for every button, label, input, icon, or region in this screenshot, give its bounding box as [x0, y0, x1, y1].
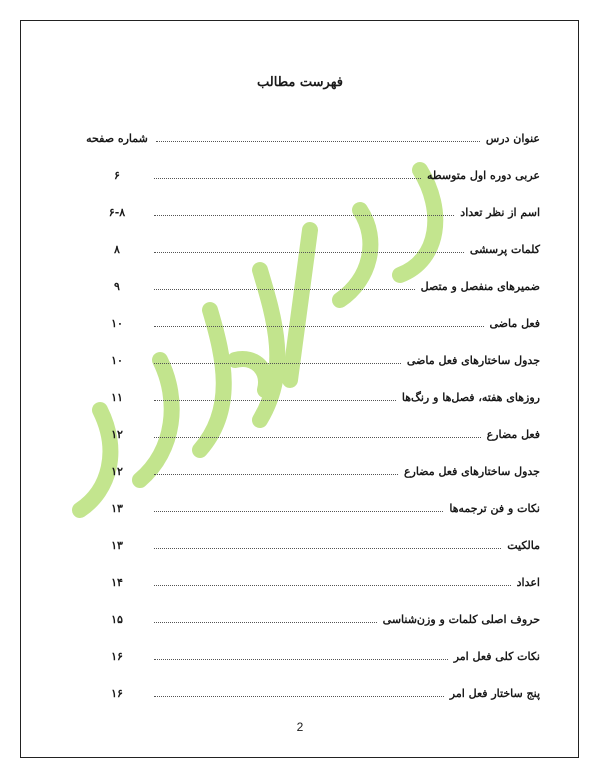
toc-leader-dots — [154, 400, 396, 401]
toc-leader-dots — [154, 326, 484, 327]
toc-entry-title: جدول ساختارهای فعل ماضی — [406, 354, 540, 367]
toc-row[interactable] — [82, 663, 540, 700]
toc-entry-title: نکات کلی فعل امر — [453, 650, 540, 663]
toc-entry-page: ۱۲ — [111, 428, 123, 441]
toc-entry-page: ۱۴ — [111, 576, 123, 589]
toc-leader-dots — [154, 659, 448, 660]
table-of-contents — [82, 108, 540, 700]
toc-row[interactable] — [82, 626, 540, 663]
page-number: 2 — [296, 720, 304, 734]
toc-leader-dots — [154, 548, 501, 549]
toc-leader-dots — [154, 215, 454, 216]
toc-entry-page: ۱۶ — [111, 687, 123, 700]
toc-header-row — [82, 108, 540, 145]
toc-entry-title: روزهای هفته، فصل‌ها و رنگ‌ها — [401, 391, 540, 404]
toc-entry-page: ۱۰ — [111, 317, 123, 330]
toc-leader-dots — [154, 474, 398, 475]
page-title: فهرست مطالب — [257, 75, 343, 90]
toc-leader-dots — [154, 585, 511, 586]
toc-entry-title: اعداد — [516, 576, 540, 589]
toc-entry-page: ۸ — [114, 243, 120, 256]
toc-header-title: عنوان درس — [485, 132, 540, 145]
toc-entry-title: اسم از نظر تعداد — [460, 206, 540, 219]
toc-leader-dots — [154, 178, 421, 179]
toc-row[interactable] — [82, 182, 540, 219]
toc-entry-title: کلمات پرسشی — [469, 243, 540, 256]
toc-leader-dots — [154, 363, 401, 364]
toc-leader-dots — [154, 622, 377, 623]
toc-entry-title: عربی دوره اول متوسطه — [426, 169, 540, 182]
toc-entry-title: فعل ماضی — [489, 317, 540, 330]
toc-entry-page: ۱۲ — [111, 465, 123, 478]
toc-entry-page: ۱۰ — [111, 354, 123, 367]
toc-leader-dots — [154, 511, 443, 512]
toc-row[interactable] — [82, 256, 540, 293]
toc-leader-dots — [154, 696, 444, 697]
toc-row[interactable] — [82, 515, 540, 552]
toc-leader-dots — [156, 141, 480, 142]
toc-entry-title: جدول ساختارهای فعل مضارع — [403, 465, 540, 478]
toc-row[interactable] — [82, 145, 540, 182]
toc-leader-dots — [154, 252, 464, 253]
toc-row[interactable] — [82, 552, 540, 589]
toc-header-page: شماره صفحه — [86, 132, 148, 145]
toc-entry-page: ۱۶ — [111, 650, 123, 663]
toc-entry-title: پنج ساختار فعل امر — [449, 687, 540, 700]
toc-leader-dots — [154, 289, 415, 290]
toc-entry-page: ۱۵ — [111, 613, 123, 626]
toc-entry-title: ضمیرهای منفصل و متصل — [420, 280, 540, 293]
toc-row[interactable] — [82, 367, 540, 404]
toc-row[interactable] — [82, 293, 540, 330]
toc-entry-page: ۱۳ — [111, 539, 123, 552]
toc-entry-page: ۱۳ — [111, 502, 123, 515]
toc-entry-page: ۱۱ — [111, 391, 123, 404]
toc-row[interactable] — [82, 219, 540, 256]
toc-row[interactable] — [82, 589, 540, 626]
toc-row[interactable] — [82, 404, 540, 441]
toc-leader-dots — [154, 437, 481, 438]
toc-row[interactable] — [82, 441, 540, 478]
toc-entry-title: حروف اصلی کلمات و وزن‌شناسی — [382, 613, 540, 626]
toc-entry-title: فعل مضارع — [486, 428, 540, 441]
toc-row[interactable] — [82, 478, 540, 515]
toc-entry-page: ۶-۸ — [108, 206, 126, 219]
toc-entry-page: ۶ — [114, 169, 120, 182]
toc-row[interactable] — [82, 330, 540, 367]
toc-entry-title: نکات و فن ترجمه‌ها — [449, 502, 540, 515]
toc-entry-title: مالکیت — [507, 539, 540, 552]
toc-entry-page: ۹ — [114, 280, 120, 293]
